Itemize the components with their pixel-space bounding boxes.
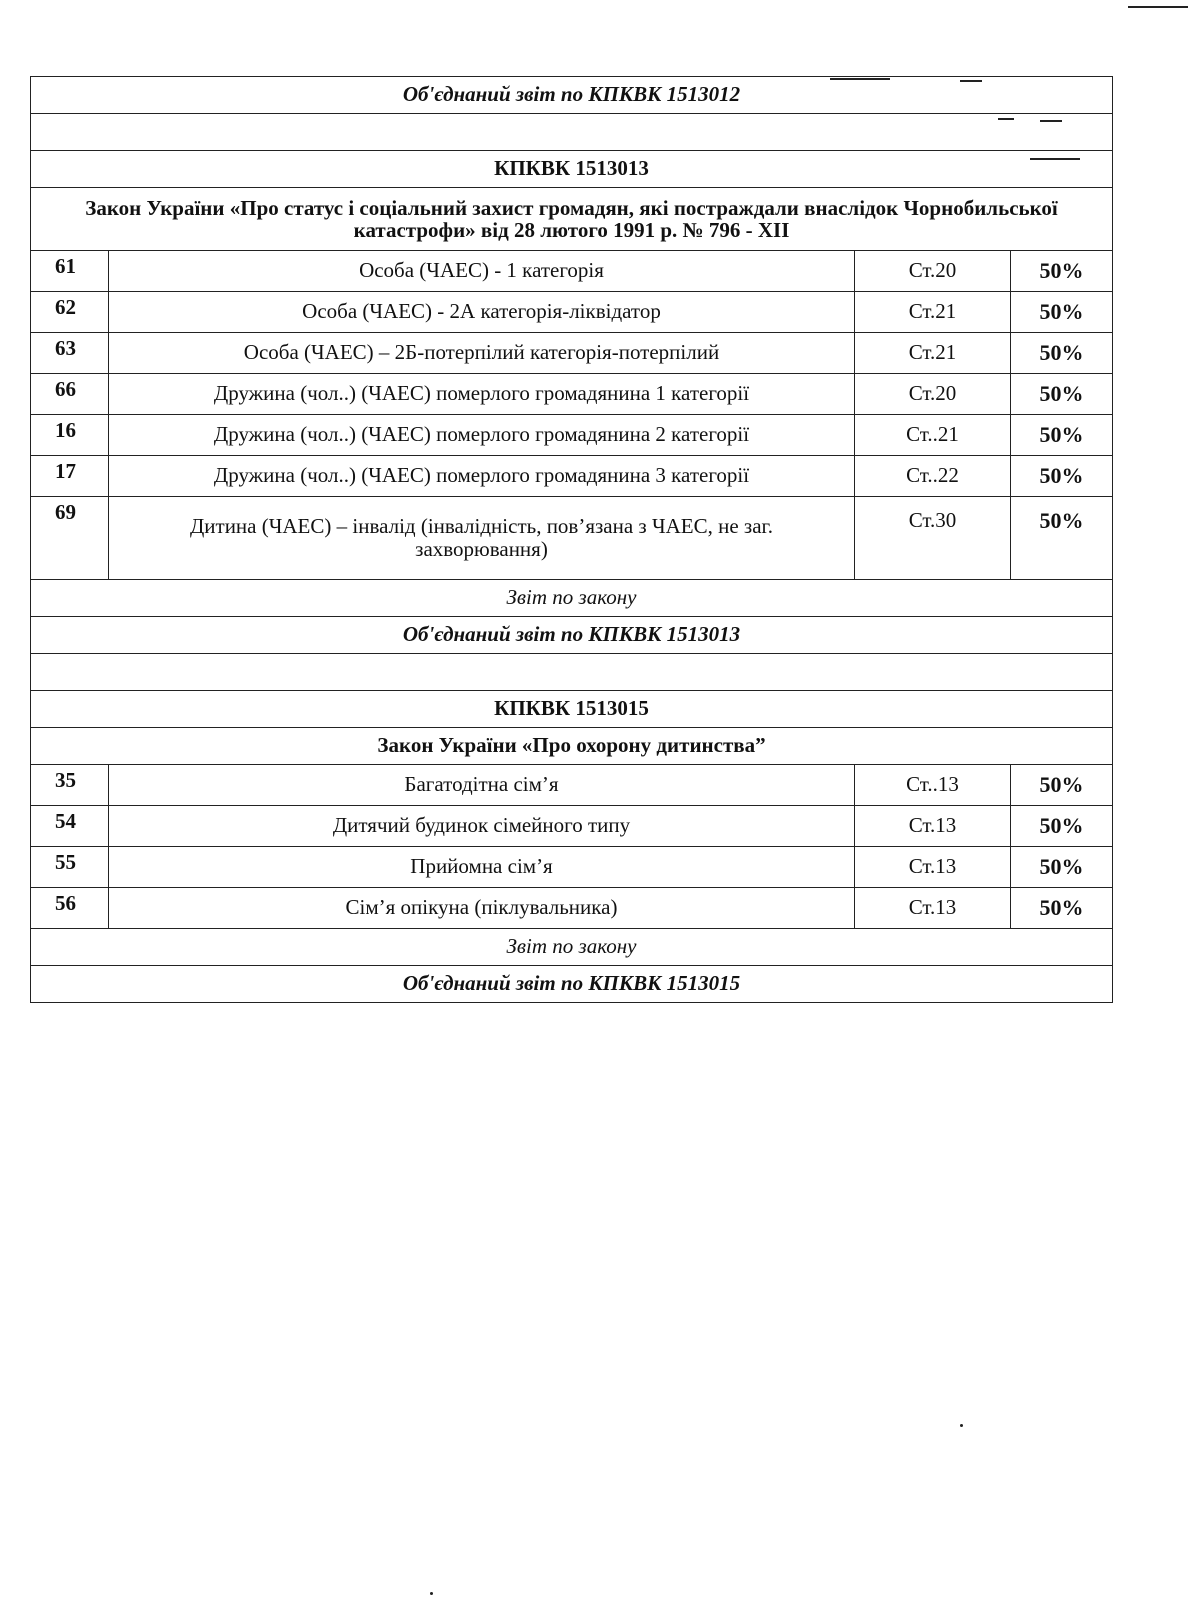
row-article: Ст.13	[855, 888, 1011, 929]
law-report-row	[31, 929, 1113, 966]
scan-mark	[1030, 158, 1080, 160]
row-name: Прийомна сім’я	[109, 847, 855, 888]
law-title: Закон України «Про охорону дитинства”	[31, 728, 1113, 765]
row-percent: 50%	[1011, 847, 1113, 888]
summary-label: Об'єднаний звіт по КПКВК 1513015	[31, 966, 1113, 1003]
row-percent: 50%	[1011, 765, 1113, 806]
document-table-wrapper	[30, 76, 1112, 1003]
summary-row	[31, 77, 1113, 114]
benefits-table	[30, 76, 1113, 1003]
row-article: Ст.20	[855, 251, 1011, 292]
row-article: Ст..21	[855, 415, 1011, 456]
row-number: 54	[31, 806, 109, 847]
law-report-row	[31, 580, 1113, 617]
row-number: 17	[31, 456, 109, 497]
code-title: КПКВК 1513013	[31, 151, 1113, 188]
scan-mark	[1040, 120, 1062, 122]
row-number: 16	[31, 415, 109, 456]
law-title-row	[31, 188, 1113, 251]
row-percent: 50%	[1011, 888, 1113, 929]
row-percent: 50%	[1011, 456, 1113, 497]
row-name: Дружина (чол..) (ЧАЕС) померлого громадянина 2 категорії	[109, 415, 855, 456]
table-row	[31, 415, 1113, 456]
row-article: Ст.13	[855, 847, 1011, 888]
table-row	[31, 374, 1113, 415]
summary-row	[31, 966, 1113, 1003]
row-article: Ст.30	[855, 497, 1011, 580]
row-name: Особа (ЧАЕС) – 2Б-потерпілий категорія-потерпілий	[109, 333, 855, 374]
row-number: 69	[31, 497, 109, 580]
row-name: Дружина (чол..) (ЧАЕС) померлого громадянина 1 категорії	[109, 374, 855, 415]
summary-label: Об'єднаний звіт по КПКВК 1513013	[31, 617, 1113, 654]
row-name: Багатодітна сім’я	[109, 765, 855, 806]
row-name: Сім’я опікуна (піклувальника)	[109, 888, 855, 929]
row-name: Дружина (чол..) (ЧАЕС) померлого громадянина 3 категорії	[109, 456, 855, 497]
row-percent: 50%	[1011, 251, 1113, 292]
law-report-label: Звіт по закону	[31, 580, 1113, 617]
law-title-row	[31, 728, 1113, 765]
law-report-label: Звіт по закону	[31, 929, 1113, 966]
table-row	[31, 806, 1113, 847]
row-number: 61	[31, 251, 109, 292]
row-name: Дитячий будинок сімейного типу	[109, 806, 855, 847]
row-article: Ст.21	[855, 333, 1011, 374]
table-row	[31, 251, 1113, 292]
row-number: 35	[31, 765, 109, 806]
scan-mark	[960, 80, 982, 82]
row-article: Ст.13	[855, 806, 1011, 847]
code-title-row	[31, 151, 1113, 188]
summary-label: Об'єднаний звіт по КПКВК 1513012	[31, 77, 1113, 114]
row-name: Дитина (ЧАЕС) – інвалід (інвалідність, пов’язана з ЧАЕС, не заг. захворювання)	[109, 497, 855, 580]
row-percent: 50%	[1011, 333, 1113, 374]
row-article: Ст..13	[855, 765, 1011, 806]
row-percent: 50%	[1011, 374, 1113, 415]
table-row	[31, 292, 1113, 333]
row-percent: 50%	[1011, 415, 1113, 456]
row-article: Ст.20	[855, 374, 1011, 415]
code-title-row	[31, 691, 1113, 728]
scan-mark	[998, 118, 1014, 120]
summary-row	[31, 617, 1113, 654]
scan-mark	[830, 78, 890, 80]
row-number: 66	[31, 374, 109, 415]
row-percent: 50%	[1011, 292, 1113, 333]
row-number: 55	[31, 847, 109, 888]
blank-row	[31, 654, 1113, 691]
blank-row	[31, 114, 1113, 151]
code-title: КПКВК 1513015	[31, 691, 1113, 728]
row-percent: 50%	[1011, 497, 1113, 580]
scan-speck	[430, 1592, 433, 1595]
table-row	[31, 765, 1113, 806]
row-name: Особа (ЧАЕС) - 1 категорія	[109, 251, 855, 292]
table-row	[31, 888, 1113, 929]
row-number: 56	[31, 888, 109, 929]
row-number: 62	[31, 292, 109, 333]
table-row	[31, 456, 1113, 497]
law-title: Закон України «Про статус і соціальний захист громадян, які постраждали внаслідок Чорнобильської катастрофи» від 28 лютого 1991 р. № 796 - XII	[31, 188, 1113, 251]
row-number: 63	[31, 333, 109, 374]
table-row	[31, 847, 1113, 888]
row-article: Ст..22	[855, 456, 1011, 497]
table-row	[31, 333, 1113, 374]
row-article: Ст.21	[855, 292, 1011, 333]
row-percent: 50%	[1011, 806, 1113, 847]
scan-mark	[1128, 6, 1188, 8]
scan-speck	[960, 1424, 963, 1427]
row-name: Особа (ЧАЕС) - 2А категорія-ліквідатор	[109, 292, 855, 333]
table-row	[31, 497, 1113, 580]
